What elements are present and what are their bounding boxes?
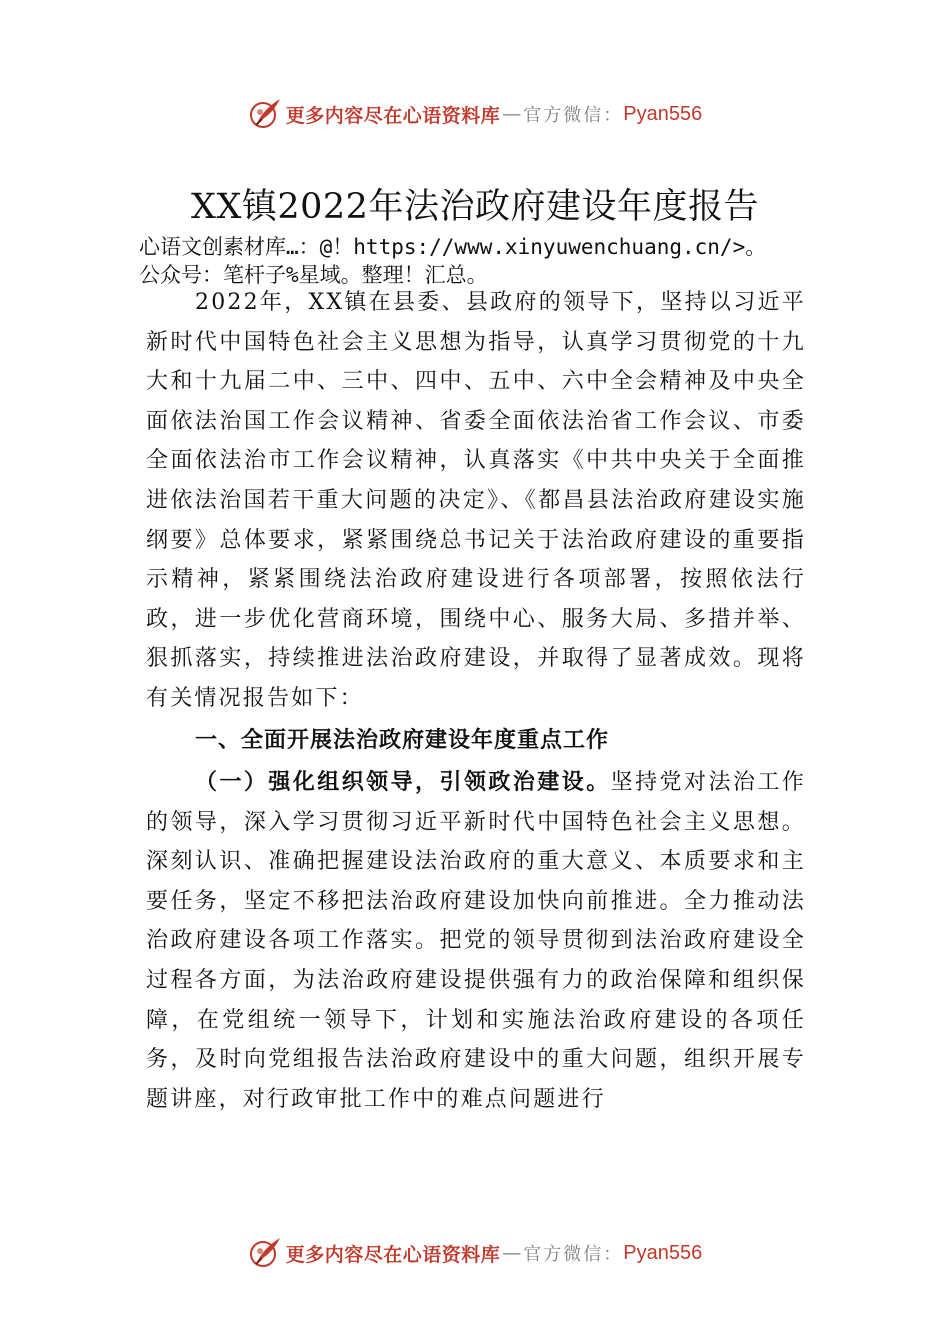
subsection-1-lead: （一）强化组织领导，引领政治建设。 <box>195 769 611 795</box>
source-line-1: 心语文创素材库…：@！https://www.xinyuwenchuang.cn/>。 <box>139 235 767 259</box>
section-1-heading: 一、全面开展法治政府建设年度重点工作 <box>195 728 610 753</box>
document-title: XX镇2022年法治政府建设年度报告 <box>191 187 759 227</box>
watermark-footer <box>0 1233 950 1273</box>
source-line-2: 公众号：笔杆子%星域。整理！汇总。 <box>139 263 488 287</box>
watermark-wechat-label: 官方微信： <box>523 105 624 126</box>
watermark-wechat-id: Pyan556 <box>623 1241 703 1264</box>
quill-logo-icon <box>248 1236 282 1270</box>
subsection-1-body: 坚持党对法治工作的领导，深入学习贯彻习近平新时代中国特色社会主义思想。深刻认识、准确把握建设法治政府的重大意义、本质要求和主要任务，坚定不移把法治政府建设加快向前推进。全力推动法治政府建设各项工作落实。把党的领导贯彻到法治政府建设全过程各方面，为法治政府建设提供强有力的政治保障和组织保障，在党组统一领导下，计划和实施法治政府建设的各项任务，及时向党组报告法治政府建设中的重大问题，组织开展专题讲座，对行政审批工作中的难点问题进行 <box>146 770 806 1112</box>
watermark-dash: — <box>502 1242 522 1264</box>
watermark-main-text: 更多内容尽在心语资料库 <box>285 1243 501 1266</box>
watermark-wechat-id: Pyan556 <box>623 102 703 125</box>
subsection-1-paragraph <box>146 763 806 1119</box>
watermark-header <box>0 94 950 134</box>
quill-logo-icon <box>248 97 282 131</box>
intro-paragraph: 2022年，XX镇在县委、县政府的领导下，坚持以习近平新时代中国特色社会主义思想为指导，认真学习贯彻党的十九大和十九届二中、三中、四中、五中、六中全会精神及中央全面依法治国工作会议精神、省委全面依法治省工作会议、市委全面依法治市工作会议精神，认真落实《中共中央关于全面推进依法治国若干重大问题的决定》、《都昌县法治政府建设实施纲要》总体要求，紧紧围绕总书记关于法治政府建设的重要指示精神，紧紧围绕法治政府建设进行各项部署，按照依法行政，进一步优化营商环境，围绕中心、服务大局、多措并举、狠抓落实，持续推进法治政府建设，并取得了显著成效。现将有关情况报告如下： <box>146 290 806 711</box>
watermark-main-text: 更多内容尽在心语资料库 <box>285 104 501 127</box>
watermark-wechat-label: 官方微信： <box>523 1244 624 1265</box>
watermark-dash: — <box>502 103 522 125</box>
